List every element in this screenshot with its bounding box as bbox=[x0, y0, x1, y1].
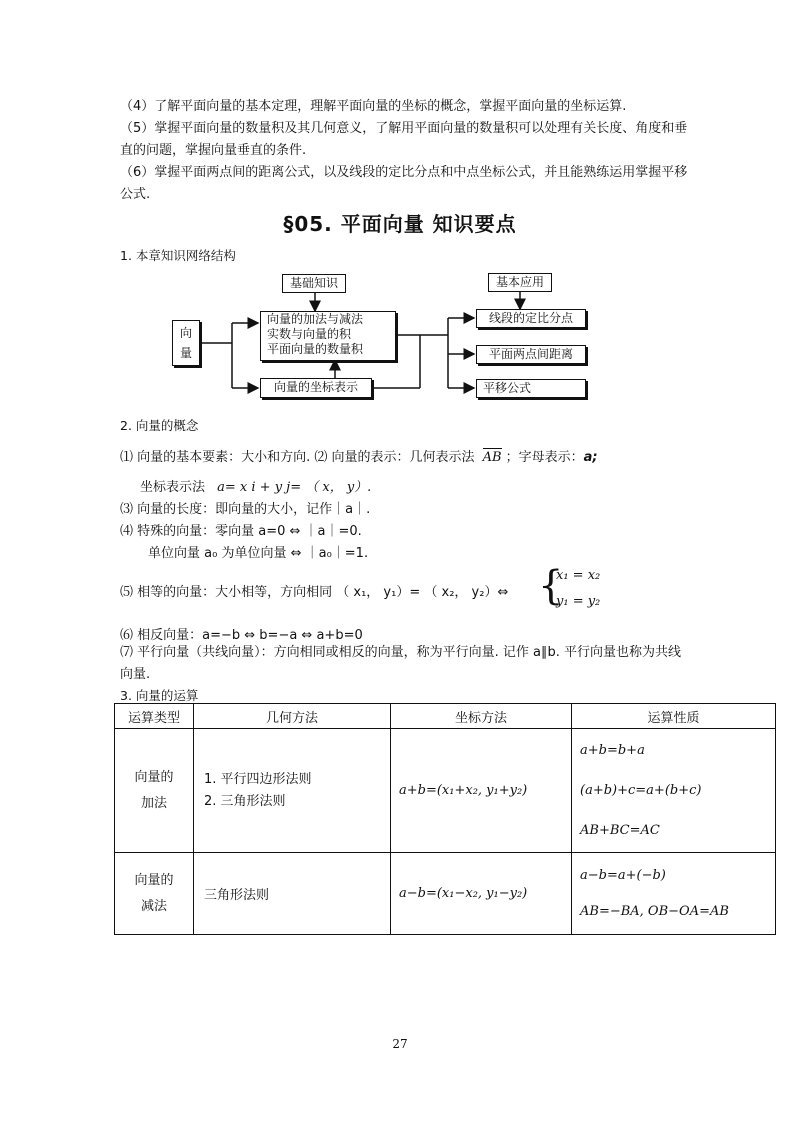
concept-5-eq1: x₁ = x₂ bbox=[556, 568, 601, 583]
table-header-geo: 几何方法 bbox=[194, 704, 391, 729]
concept-7: ⑺ 平行向量（共线向量）：方向相同或相反的向量，称为平行向量. 记作 a∥b. 平行向量也称为共线向量. bbox=[120, 645, 682, 682]
concept-1-letter: ；字母表示： bbox=[505, 450, 584, 465]
diagram-root-box bbox=[172, 320, 200, 366]
diagram-app-2-box bbox=[476, 345, 586, 364]
page-title: §05. 平面向量 知识要点 bbox=[283, 212, 517, 236]
row-add-type-label: 向量的加法 bbox=[134, 769, 174, 811]
diagram-app-1-box bbox=[476, 309, 586, 328]
intro-item-6: （6）掌握平面两点间的距离公式，以及线段的定比分点和中点坐标公式，并且能熟练运用掌握平移公式. bbox=[120, 165, 688, 202]
row-sub-prop-1: a−b=a+(−b) bbox=[580, 867, 666, 883]
table-header-type: 运算类型 bbox=[115, 704, 194, 729]
row-sub-type-label: 向量的减法 bbox=[134, 872, 174, 914]
row-add-geo-2: 2. 三角形法则 bbox=[204, 793, 286, 809]
intro-item-5: （5）掌握平面向量的数量积及其几何意义，了解用平面向量的数量积可以处理有关长度、角度和垂直的问题，掌握向量垂直的条件. bbox=[120, 121, 688, 158]
concept-5-eq2: y₁ = y₂ bbox=[556, 594, 601, 609]
diagram-basic-label: 基础知识 bbox=[289, 276, 338, 290]
row-add-prop-1: a+b=b+a bbox=[580, 742, 645, 758]
concept-6: ⑹ 相反向量：a=−b ⇔ b=−a ⇔ a+b=0 bbox=[120, 628, 363, 643]
table-row bbox=[115, 853, 776, 935]
row-sub-type bbox=[115, 853, 194, 935]
diagram-coord-label: 向量的坐标表示 bbox=[273, 380, 358, 394]
row-add-prop-2: (a+b)+c=a+(b+c) bbox=[580, 782, 702, 798]
concept-2-label: 坐标表示法 bbox=[140, 480, 206, 495]
diagram-app-box bbox=[488, 273, 552, 292]
page-number: 27 bbox=[392, 1037, 408, 1051]
diagram-app-label: 基本应用 bbox=[495, 275, 544, 289]
section-1-heading: 1. 本章知识网络结构 bbox=[120, 248, 236, 263]
row-add-coord: a+b=(x₁+x₂, y₁+y₂) bbox=[391, 729, 572, 853]
row-sub-geo bbox=[194, 853, 391, 935]
table-header-props: 运算性质 bbox=[572, 704, 776, 729]
diagram-op-1: 向量的加法与减法 bbox=[267, 312, 364, 326]
table-header-coord: 坐标方法 bbox=[391, 704, 572, 729]
concept-1-text: ⑴ 向量的基本要素：大小和方向. ⑵ 向量的表示：几何表示法 bbox=[120, 450, 475, 465]
row-sub-prop-2: AB=−BA, OB−OA=AB bbox=[580, 903, 729, 919]
diagram-root-label: 向量 bbox=[179, 326, 192, 360]
concept-1-a: a; bbox=[583, 450, 598, 465]
concept-5-text: ⑸ 相等的向量：大小相等，方向相同 （ x₁， y₁）= （ x₂， y₂）⇔ bbox=[120, 585, 509, 600]
operations-table bbox=[114, 703, 776, 935]
table-header-row bbox=[115, 704, 776, 729]
row-add-props bbox=[572, 729, 776, 853]
row-add-type bbox=[115, 729, 194, 853]
diagram-connectors bbox=[0, 0, 800, 420]
concept-2 bbox=[140, 476, 371, 495]
section-3-heading: 3. 向量的运算 bbox=[120, 688, 199, 703]
concept-4b: 单位向量 a₀ 为单位向量 ⇔ ｜a₀｜=1. bbox=[148, 546, 369, 561]
diagram-app-3-box bbox=[476, 379, 586, 398]
row-add-geo-1: 1. 平行四边形法则 bbox=[204, 771, 312, 787]
row-sub-props bbox=[572, 853, 776, 935]
table-row bbox=[115, 729, 776, 853]
diagram-op-3: 平面向量的数量积 bbox=[267, 342, 364, 356]
row-add-prop-3: AB+BC=AC bbox=[580, 822, 660, 838]
brace-icon: { bbox=[538, 563, 564, 609]
concept-1-AB: AB bbox=[482, 450, 502, 465]
diagram-app-1-label: 线段的定比分点 bbox=[488, 311, 573, 325]
concept-5 bbox=[120, 581, 508, 600]
intro-item-4: （4）了解平面向量的基本定理，理解平面向量的坐标的概念，掌握平面向量的坐标运算. bbox=[120, 99, 627, 114]
diagram-app-3-label: 平移公式 bbox=[483, 381, 532, 395]
diagram-op-2: 实数与向量的积 bbox=[267, 327, 352, 341]
diagram-basic-box bbox=[282, 274, 346, 293]
diagram-app-2-label: 平面两点间距离 bbox=[488, 347, 573, 361]
concept-3: ⑶ 向量的长度：即向量的大小，记作｜a｜. bbox=[120, 502, 371, 517]
concept-4: ⑷ 特殊的向量：零向量 a=0 ⇔ ｜a｜=0. bbox=[120, 524, 362, 539]
row-sub-coord: a−b=(x₁−x₂, y₁−y₂) bbox=[391, 853, 572, 935]
concept-1 bbox=[120, 446, 598, 465]
row-add-geo bbox=[194, 729, 391, 853]
diagram-coord-box bbox=[260, 378, 372, 398]
section-2-heading: 2. 向量的概念 bbox=[120, 418, 199, 433]
concept-2-formula: a= x i + y j= （ x， y）. bbox=[217, 480, 372, 495]
row-sub-geo-1: 三角形法则 bbox=[204, 888, 270, 903]
diagram-ops-box bbox=[260, 311, 396, 361]
